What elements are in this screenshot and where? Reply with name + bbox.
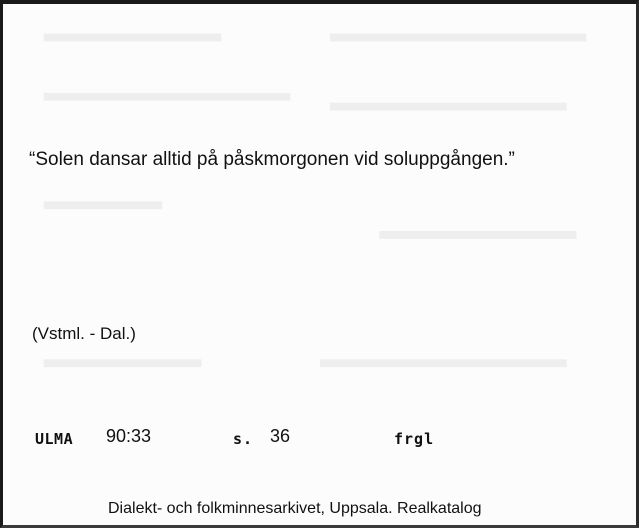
archive-footer: Dialekt- och folkminnesarkivet, Uppsala. Realkatalog: [108, 500, 482, 517]
page-number: 36: [270, 426, 291, 446]
reference-row: [3, 424, 636, 450]
proverb-text: “Solen dansar alltid på påskmorgonen vid soluppgången.”: [29, 149, 515, 170]
category-code: frgl: [394, 430, 435, 448]
archive-code: ULMA: [35, 430, 74, 448]
archive-number: 90:33: [106, 426, 152, 446]
page-prefix: s.: [233, 430, 254, 448]
region-label: (Vstml. - Dal.): [32, 324, 136, 343]
